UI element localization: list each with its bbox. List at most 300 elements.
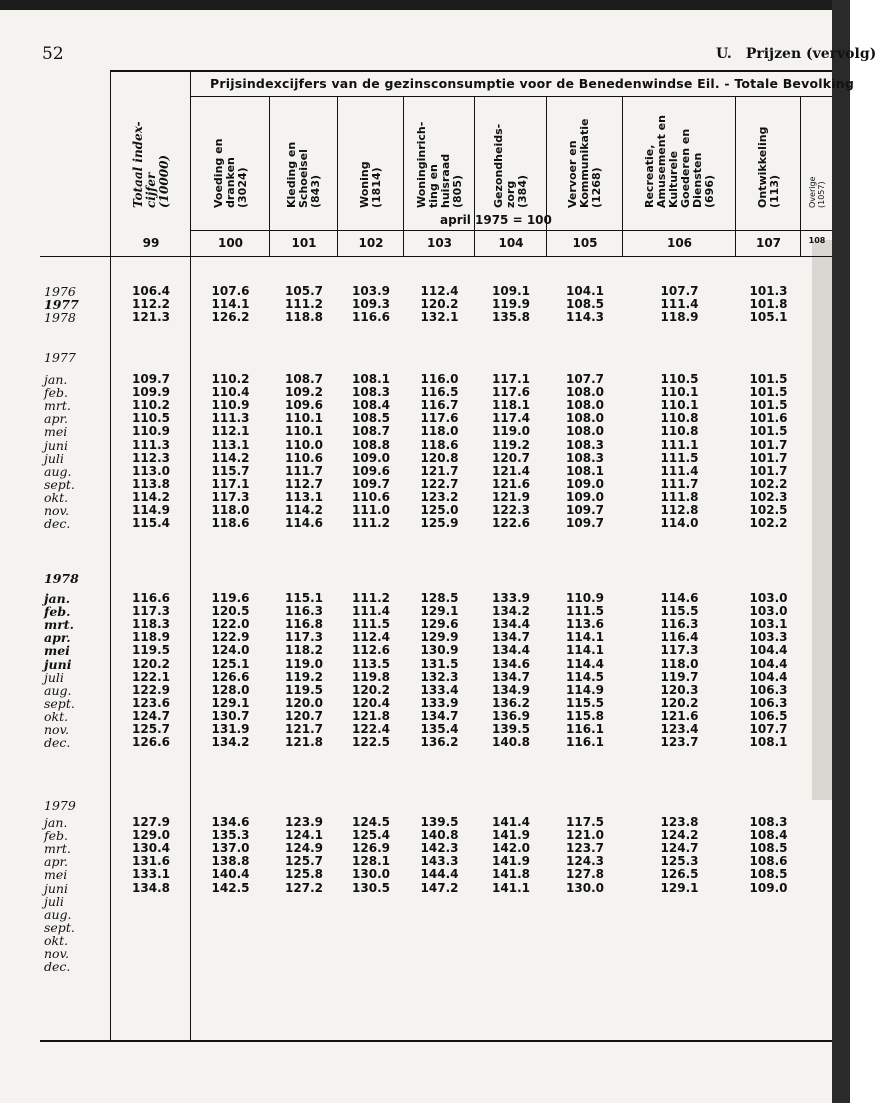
- month-label: juli: [44, 451, 64, 466]
- table-title: Prijsindexcijfers van de gezinsconsumptie voor de Benedenwindse Eil. - Totale Bevolking: [210, 76, 854, 91]
- table-cell: 126.6: [132, 735, 170, 749]
- table-cell: 105.1: [749, 310, 788, 324]
- table-cell: 111.5: [660, 451, 699, 465]
- table-cell: 114.1: [566, 643, 604, 657]
- stub-rule: [110, 70, 111, 1040]
- table-cell: 117.3: [660, 643, 699, 657]
- header-bottom-rule: [40, 256, 832, 257]
- table-cell: 133.4: [420, 683, 459, 697]
- month-label: feb.: [44, 604, 71, 619]
- table-cell: 124.7: [132, 709, 170, 723]
- table-cell: 137.0: [211, 841, 250, 855]
- annual-row-label: 1976: [44, 284, 76, 299]
- table-cell: 139.5: [492, 722, 530, 736]
- month-label: juli: [44, 670, 64, 685]
- annual-row-label: 1978: [44, 310, 76, 325]
- month-label: aug.: [44, 464, 72, 479]
- table-cell: 101.5: [749, 385, 788, 399]
- table-cell: 108.0: [566, 411, 604, 425]
- table-cell: 108.5: [749, 841, 788, 855]
- table-cell: 119.6: [211, 591, 250, 605]
- col-rule: [337, 97, 338, 257]
- column-header-cell: [737, 100, 800, 208]
- col-rule: [403, 97, 404, 257]
- table-cell: 106.3: [749, 683, 788, 697]
- month-label: juni: [44, 657, 72, 672]
- table-cell: 123.7: [660, 735, 699, 749]
- table-cell: 115.1: [285, 591, 323, 605]
- table-cell: 144.4: [420, 867, 459, 881]
- table-cell: 117.5: [566, 815, 604, 829]
- table-cell: 136.9: [492, 709, 530, 723]
- month-label: dec.: [44, 959, 71, 974]
- table-cell: 109.7: [566, 516, 604, 530]
- table-cell: 109.0: [749, 881, 788, 895]
- table-cell: 124.2: [660, 828, 699, 842]
- month-label: sept.: [44, 696, 75, 711]
- table-cell: 121.6: [660, 709, 699, 723]
- column-header-text: Overige (1057): [808, 176, 826, 208]
- table-cell: 111.2: [285, 297, 323, 311]
- col-rule: [474, 97, 475, 257]
- table-cell: 110.2: [132, 398, 170, 412]
- table-cell: 119.2: [492, 438, 530, 452]
- table-cell: 116.3: [285, 604, 323, 618]
- table-cell: 114.4: [566, 657, 604, 671]
- table-cell: 130.7: [211, 709, 250, 723]
- table-cell: 121.4: [492, 464, 530, 478]
- table-cell: 103.0: [749, 604, 788, 618]
- table-cell: 103.9: [352, 284, 390, 298]
- table-cell: 109.7: [132, 372, 170, 386]
- table-cell: 119.2: [285, 670, 323, 684]
- column-header-text: Woninginrich- ting en huisraad (805): [414, 121, 464, 208]
- table-cell: 143.3: [420, 854, 459, 868]
- table-cell: 111.4: [660, 297, 699, 311]
- table-cell: 134.8: [132, 881, 170, 895]
- table-cell: 123.7: [566, 841, 604, 855]
- table-cell: 121.8: [285, 735, 323, 749]
- table-cell: 125.8: [285, 867, 323, 881]
- column-header-text: Totaal index- cijfer (10000): [130, 121, 171, 208]
- month-label: mei: [44, 424, 68, 439]
- table-cell: 134.7: [420, 709, 459, 723]
- table-cell: 131.6: [132, 854, 170, 868]
- month-label: apr.: [44, 411, 69, 426]
- table-cell: 133.9: [420, 696, 459, 710]
- column-header-text: Kleding en Schoeisel (843): [285, 141, 322, 208]
- table-cell: 128.1: [352, 854, 390, 868]
- table-cell: 116.3: [660, 617, 699, 631]
- table-cell: 112.6: [352, 643, 390, 657]
- table-cell: 122.3: [492, 503, 530, 517]
- table-cell: 122.6: [492, 516, 530, 530]
- scan-right-edge: [832, 0, 850, 1103]
- table-cell: 101.8: [749, 297, 788, 311]
- table-cell: 131.5: [420, 657, 459, 671]
- month-label: feb.: [44, 385, 68, 400]
- month-label: nov.: [44, 503, 70, 518]
- year-label: 1977: [44, 350, 76, 365]
- table-cell: 110.1: [285, 411, 323, 425]
- table-cell: 125.7: [285, 854, 323, 868]
- table-cell: 134.2: [492, 604, 530, 618]
- month-label: juli: [44, 894, 64, 909]
- table-cell: 136.2: [492, 696, 530, 710]
- year-label: 1978: [44, 571, 79, 586]
- table-cell: 108.1: [566, 464, 604, 478]
- month-label: juni: [44, 881, 68, 896]
- table-cell: 125.1: [211, 657, 250, 671]
- table-cell: 104.4: [749, 657, 788, 671]
- column-header-text: Gezondheids- zorg (384): [492, 123, 529, 208]
- table-cell: 110.0: [285, 438, 323, 452]
- table-cell: 104.1: [566, 284, 604, 298]
- table-cell: 101.3: [749, 284, 788, 298]
- next-page-bleed: [812, 240, 832, 800]
- table-cell: 101.6: [749, 411, 788, 425]
- table-cell: 135.4: [420, 722, 459, 736]
- table-cell: 114.2: [285, 503, 323, 517]
- table-cell: 130.9: [420, 643, 459, 657]
- table-cell: 108.3: [352, 385, 390, 399]
- table-cell: 112.4: [352, 630, 390, 644]
- table-cell: 119.0: [492, 424, 530, 438]
- table-cell: 108.4: [749, 828, 788, 842]
- table-cell: 109.6: [352, 464, 390, 478]
- table-cell: 114.5: [566, 670, 604, 684]
- table-cell: 135.8: [492, 310, 530, 324]
- column-header-cell: [405, 100, 474, 208]
- col-rule: [622, 97, 623, 257]
- table-cell: 109.9: [132, 385, 170, 399]
- table-cell: 129.6: [420, 617, 459, 631]
- table-cell: 119.7: [660, 670, 699, 684]
- table-cell: 122.1: [132, 670, 170, 684]
- column-header-cell: [339, 100, 403, 208]
- table-cell: 141.1: [492, 881, 530, 895]
- column-header-cell: [192, 100, 269, 208]
- table-cell: 123.2: [420, 490, 459, 504]
- month-label: dec.: [44, 516, 71, 531]
- table-cell: 114.9: [566, 683, 604, 697]
- table-cell: 118.3: [132, 617, 170, 631]
- table-cell: 113.0: [132, 464, 170, 478]
- table-cell: 108.6: [749, 854, 788, 868]
- table-cell: 122.5: [352, 735, 390, 749]
- table-cell: 126.5: [660, 867, 699, 881]
- table-cell: 119.5: [132, 643, 170, 657]
- base-period-label: april 1975 = 100: [440, 213, 552, 227]
- table-cell: 121.9: [492, 490, 530, 504]
- table-cell: 134.9: [492, 683, 530, 697]
- table-cell: 112.2: [132, 297, 170, 311]
- table-cell: 118.0: [660, 657, 699, 671]
- month-label: sept.: [44, 920, 75, 935]
- table-cell: 109.3: [352, 297, 390, 311]
- table-cell: 118.0: [211, 503, 250, 517]
- column-header-cell: [112, 100, 190, 208]
- column-header-text: Recreatie, Amusement en Kulturele Goederen en Diensten (696): [642, 115, 716, 208]
- table-cell: 114.6: [660, 591, 699, 605]
- table-cell: 109.2: [285, 385, 323, 399]
- col-rule: [735, 97, 736, 257]
- table-cell: 112.7: [285, 477, 323, 491]
- column-number: 99: [142, 236, 160, 250]
- table-cell: 110.1: [660, 398, 699, 412]
- table-cell: 108.5: [749, 867, 788, 881]
- table-cell: 110.5: [132, 411, 170, 425]
- table-cell: 101.7: [749, 451, 788, 465]
- table-cell: 120.2: [132, 657, 170, 671]
- table-cell: 107.6: [211, 284, 250, 298]
- col-rule: [269, 97, 270, 257]
- table-cell: 107.7: [566, 372, 604, 386]
- column-number: 106: [666, 236, 693, 250]
- month-label: nov.: [44, 946, 70, 961]
- table-cell: 116.5: [420, 385, 459, 399]
- table-cell: 109.6: [285, 398, 323, 412]
- table-cell: 134.6: [492, 657, 530, 671]
- table-cell: 117.6: [420, 411, 459, 425]
- table-cell: 123.4: [660, 722, 699, 736]
- table-cell: 118.2: [285, 643, 323, 657]
- table-cell: 124.5: [352, 815, 390, 829]
- table-cell: 122.9: [211, 630, 250, 644]
- table-cell: 106.3: [749, 696, 788, 710]
- table-cell: 127.9: [132, 815, 170, 829]
- column-number: 103: [426, 236, 453, 250]
- table-cell: 142.3: [420, 841, 459, 855]
- table-cell: 120.2: [420, 297, 459, 311]
- month-label: feb.: [44, 828, 68, 843]
- table-cell: 108.3: [749, 815, 788, 829]
- table-cell: 118.8: [285, 310, 323, 324]
- table-cell: 110.8: [660, 424, 699, 438]
- table-cell: 126.6: [211, 670, 250, 684]
- table-cell: 108.4: [352, 398, 390, 412]
- table-cell: 113.5: [352, 657, 390, 671]
- table-cell: 113.1: [211, 438, 250, 452]
- table-cell: 109.1: [492, 284, 530, 298]
- table-cell: 111.5: [566, 604, 604, 618]
- column-header-cell: [802, 100, 832, 208]
- table-cell: 125.0: [420, 503, 459, 517]
- table-cell: 125.9: [420, 516, 459, 530]
- table-cell: 106.5: [749, 709, 788, 723]
- table-cell: 118.0: [420, 424, 459, 438]
- table-cell: 134.2: [211, 735, 250, 749]
- table-cell: 114.6: [285, 516, 323, 530]
- month-label: mrt.: [44, 398, 71, 413]
- table-cell: 118.6: [420, 438, 459, 452]
- table-cell: 124.9: [285, 841, 323, 855]
- table-cell: 141.4: [492, 815, 530, 829]
- table-cell: 111.5: [352, 617, 390, 631]
- table-cell: 120.7: [492, 451, 530, 465]
- table-cell: 115.4: [132, 516, 170, 530]
- section-heading: [716, 46, 876, 62]
- table-cell: 111.2: [352, 591, 390, 605]
- table-cell: 128.5: [420, 591, 459, 605]
- table-cell: 111.7: [660, 477, 699, 491]
- table-cell: 126.2: [211, 310, 250, 324]
- table-cell: 103.3: [749, 630, 788, 644]
- table-cell: 101.7: [749, 464, 788, 478]
- table-cell: 122.7: [420, 477, 459, 491]
- table-cell: 108.1: [749, 735, 788, 749]
- column-header-text: Vervoer en Kommunikatie (1268): [566, 118, 603, 208]
- table-cell: 125.3: [660, 854, 699, 868]
- table-cell: 107.7: [749, 722, 788, 736]
- table-cell: 132.3: [420, 670, 459, 684]
- table-cell: 119.0: [285, 657, 323, 671]
- table-cell: 147.2: [420, 881, 459, 895]
- table-cell: 111.3: [132, 438, 170, 452]
- month-label: nov.: [44, 722, 70, 737]
- table-cell: 139.5: [420, 815, 459, 829]
- table-cell: 110.5: [660, 372, 699, 386]
- table-cell: 112.1: [211, 424, 250, 438]
- table-cell: 130.0: [352, 867, 390, 881]
- table-cell: 120.2: [352, 683, 390, 697]
- column-header-cell: [548, 100, 622, 208]
- table-cell: 110.9: [566, 591, 604, 605]
- table-cell: 122.4: [352, 722, 390, 736]
- table-cell: 111.4: [352, 604, 390, 618]
- month-label: dec.: [44, 735, 71, 750]
- table-cell: 110.2: [211, 372, 250, 386]
- table-cell: 117.1: [492, 372, 530, 386]
- table-cell: 119.5: [285, 683, 323, 697]
- table-cell: 141.8: [492, 867, 530, 881]
- table-cell: 113.8: [132, 477, 170, 491]
- table-cell: 114.2: [211, 451, 250, 465]
- table-cell: 138.8: [211, 854, 250, 868]
- table-cell: 108.7: [285, 372, 323, 386]
- table-cell: 115.5: [566, 696, 604, 710]
- table-cell: 120.3: [660, 683, 699, 697]
- table-cell: 130.5: [352, 881, 390, 895]
- table-cell: 128.0: [211, 683, 250, 697]
- table-cell: 110.9: [132, 424, 170, 438]
- table-cell: 121.8: [352, 709, 390, 723]
- col-rule: [190, 70, 191, 1040]
- annual-row-label: 1977: [44, 297, 79, 312]
- table-cell: 127.8: [566, 867, 604, 881]
- month-label: aug.: [44, 907, 72, 922]
- table-cell: 102.2: [749, 516, 788, 530]
- table-cell: 129.1: [211, 696, 250, 710]
- table-bottom-rule: [40, 1040, 832, 1042]
- table-cell: 114.1: [211, 297, 250, 311]
- table-cell: 116.8: [285, 617, 323, 631]
- table-cell: 122.9: [132, 683, 170, 697]
- table-cell: 108.5: [566, 297, 604, 311]
- column-number: 100: [217, 236, 244, 250]
- table-cell: 119.8: [352, 670, 390, 684]
- table-cell: 129.0: [132, 828, 170, 842]
- column-number: 102: [358, 236, 384, 250]
- month-label: jan.: [44, 815, 68, 830]
- col-rule: [800, 97, 801, 257]
- table-cell: 109.0: [566, 490, 604, 504]
- table-cell: 134.4: [492, 617, 530, 631]
- table-cell: 123.6: [132, 696, 170, 710]
- table-cell: 108.3: [566, 451, 604, 465]
- table-cell: 110.1: [285, 424, 323, 438]
- table-cell: 124.7: [660, 841, 699, 855]
- column-number: 104: [498, 236, 524, 250]
- table-cell: 108.5: [352, 411, 390, 425]
- table-cell: 116.6: [132, 591, 170, 605]
- table-cell: 142.5: [211, 881, 250, 895]
- table-cell: 116.0: [420, 372, 459, 386]
- table-cell: 126.9: [352, 841, 390, 855]
- table-cell: 114.1: [566, 630, 604, 644]
- table-cell: 120.2: [660, 696, 699, 710]
- table-cell: 124.0: [211, 643, 250, 657]
- table-cell: 101.5: [749, 424, 788, 438]
- table-cell: 125.7: [132, 722, 170, 736]
- table-cell: 102.5: [749, 503, 788, 517]
- section-title: Prijzen (vervolg): [745, 46, 876, 62]
- column-number: 108: [808, 236, 826, 245]
- section-letter: U.: [716, 46, 732, 62]
- month-label: mrt.: [44, 617, 74, 632]
- month-label: mei: [44, 867, 68, 882]
- table-cell: 111.7: [285, 464, 323, 478]
- table-cell: 121.6: [492, 477, 530, 491]
- table-cell: 120.0: [285, 696, 323, 710]
- table-top-rule: [110, 70, 832, 72]
- table-cell: 130.4: [132, 841, 170, 855]
- table-cell: 110.4: [211, 385, 250, 399]
- table-cell: 111.2: [352, 516, 390, 530]
- column-number: 101: [291, 236, 317, 250]
- table-cell: 103.0: [749, 591, 788, 605]
- table-cell: 117.3: [285, 630, 323, 644]
- table-cell: 117.3: [211, 490, 250, 504]
- year-label: 1979: [44, 798, 76, 813]
- table-cell: 105.7: [285, 284, 323, 298]
- table-cell: 111.1: [660, 438, 699, 452]
- table-cell: 109.0: [566, 477, 604, 491]
- column-number: 107: [755, 236, 782, 250]
- page-number: 52: [42, 44, 64, 64]
- table-cell: 120.8: [420, 451, 459, 465]
- month-label: jan.: [44, 372, 68, 387]
- column-header-cell: [624, 100, 735, 208]
- table-cell: 136.2: [420, 735, 459, 749]
- table-cell: 112.8: [660, 503, 699, 517]
- column-header-text: Ontwikkeling (113): [755, 126, 781, 208]
- table-cell: 111.3: [211, 411, 250, 425]
- table-cell: 118.1: [492, 398, 530, 412]
- table-cell: 110.9: [211, 398, 250, 412]
- month-label: mrt.: [44, 841, 71, 856]
- table-cell: 120.5: [211, 604, 250, 618]
- table-cell: 111.8: [660, 490, 699, 504]
- table-cell: 129.9: [420, 630, 459, 644]
- table-cell: 109.7: [352, 477, 390, 491]
- table-cell: 110.6: [352, 490, 390, 504]
- table-cell: 117.4: [492, 411, 530, 425]
- table-cell: 127.2: [285, 881, 323, 895]
- table-cell: 118.6: [211, 516, 250, 530]
- table-cell: 120.4: [352, 696, 390, 710]
- table-cell: 108.7: [352, 424, 390, 438]
